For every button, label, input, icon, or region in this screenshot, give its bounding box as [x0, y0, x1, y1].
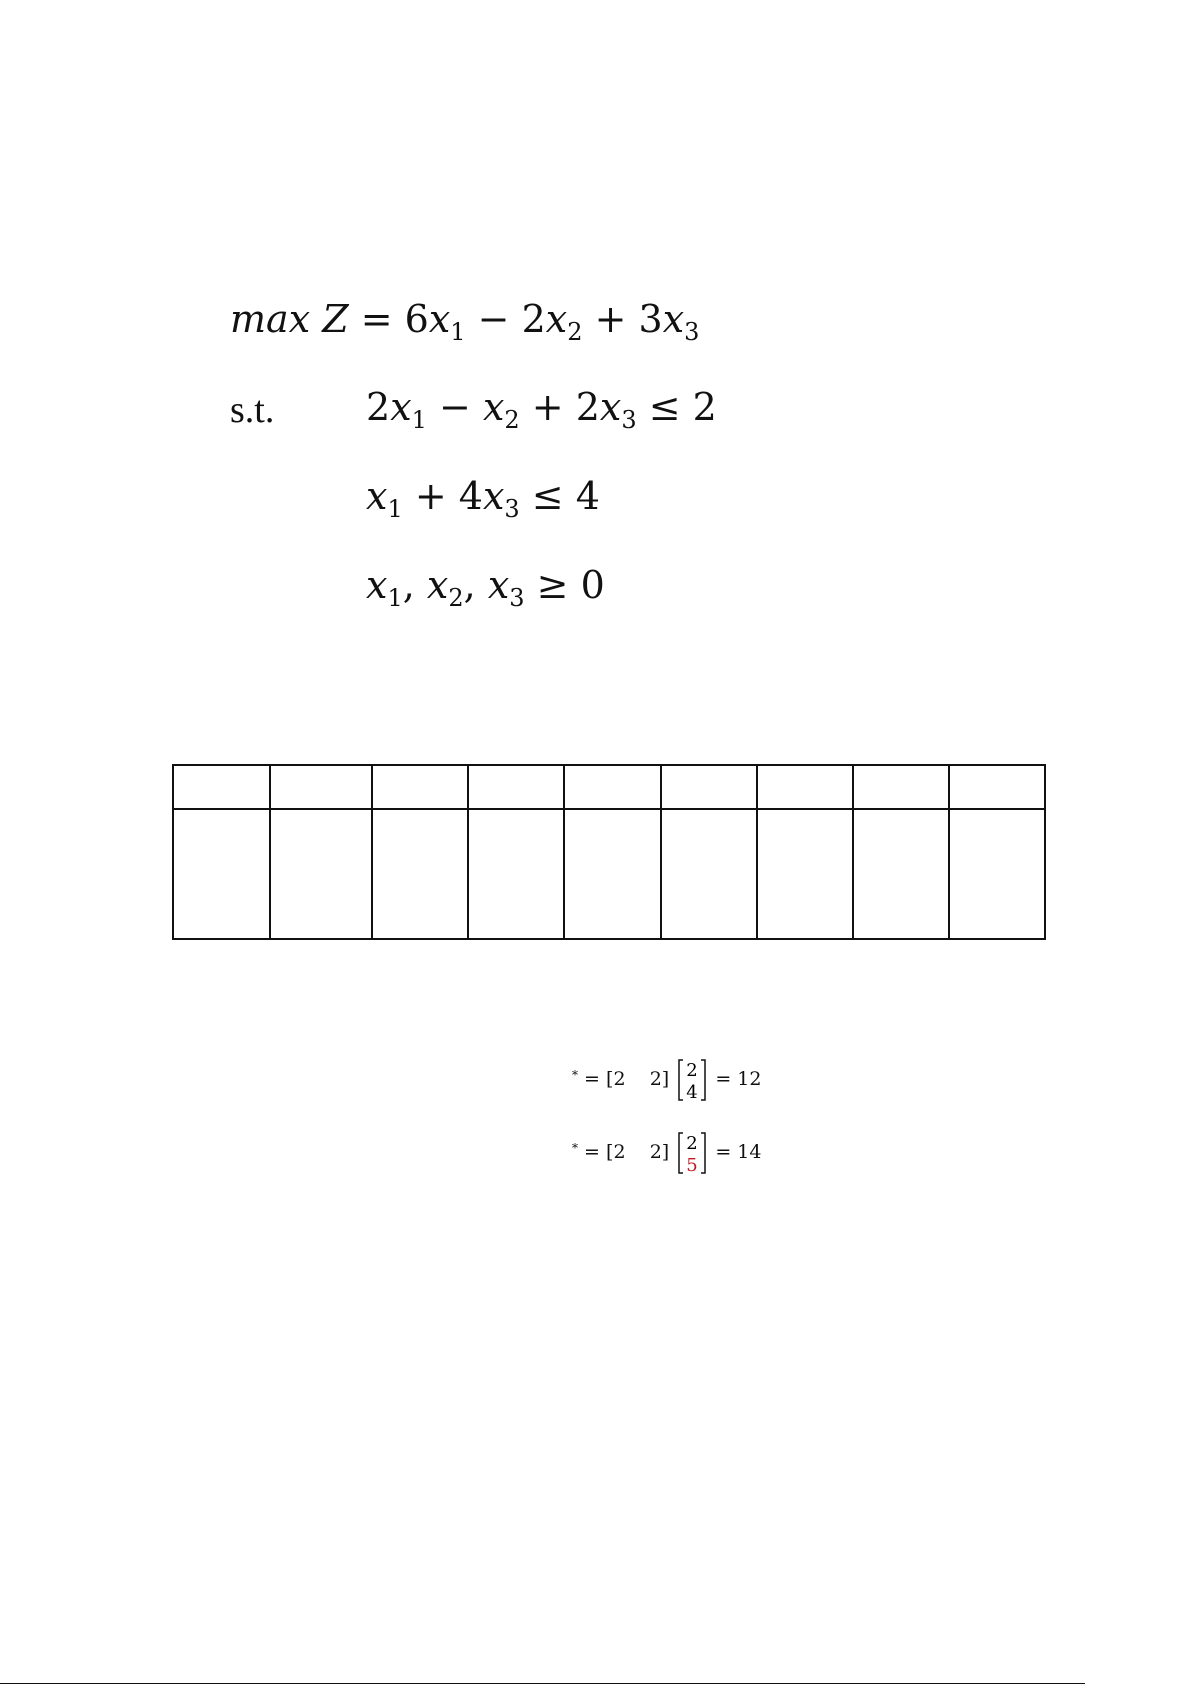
- table-cell: [564, 809, 661, 939]
- c3-sub1: 1: [387, 584, 403, 612]
- table-cell: [853, 765, 949, 809]
- eq2-equals-2: =: [715, 1141, 732, 1163]
- eq1-equals-2: =: [715, 1068, 732, 1090]
- table-cell: [468, 809, 564, 939]
- op-2: +: [594, 297, 627, 341]
- c1-x1: x: [390, 385, 412, 429]
- eq1-col-bottom: 4: [686, 1082, 698, 1102]
- c2-sub3: 3: [504, 495, 520, 523]
- eq1-row-vector: [2 2]: [606, 1068, 670, 1090]
- c3-sub3: 3: [509, 584, 525, 612]
- table-cell: [372, 765, 468, 809]
- coef-1: 6: [404, 297, 429, 341]
- c3-rhs: 0: [580, 563, 605, 607]
- table-cell: [757, 765, 853, 809]
- c3-x3: x: [487, 563, 510, 607]
- c1-coef-b: 2: [575, 385, 600, 429]
- c3-relation: ≥: [536, 563, 569, 607]
- footer-rule: [0, 1683, 1085, 1684]
- c1-relation: ≤: [648, 385, 681, 429]
- eq2-equals: =: [584, 1141, 600, 1163]
- objective-equals: =: [360, 297, 393, 341]
- c1-sub1: 1: [411, 406, 427, 434]
- eq2-col-bottom-highlighted: 5: [686, 1155, 698, 1175]
- c3-sep1: ,: [402, 563, 415, 607]
- c1-op1: −: [439, 385, 471, 429]
- simplex-tableau-grid: [172, 764, 1046, 940]
- objective-lhs: max Z: [230, 297, 349, 341]
- table-cell: [661, 809, 757, 939]
- eq1-row-right: 2: [649, 1068, 662, 1090]
- eq2-row-right: 2: [649, 1141, 662, 1163]
- table-cell: [757, 809, 853, 939]
- c2-rhs: 4: [575, 474, 600, 518]
- eq1-column-vector: [677, 1058, 707, 1102]
- equation-2: [572, 1131, 761, 1175]
- c1-sub3: 3: [621, 406, 637, 434]
- eq2-col-top: 2: [686, 1133, 698, 1154]
- var-x3: x: [662, 297, 685, 341]
- c2-op1: +: [414, 474, 447, 518]
- var-x1: x: [428, 297, 451, 341]
- c2-coef-b: 4: [458, 474, 483, 518]
- eq1-row-left: 2: [613, 1068, 626, 1090]
- c1-x3: x: [599, 385, 622, 429]
- constraint-2: [366, 474, 600, 523]
- eq1-result: 12: [737, 1068, 762, 1090]
- table-cell: [661, 765, 757, 809]
- sub-3: 3: [684, 318, 700, 346]
- eq1-equals: =: [584, 1068, 600, 1090]
- constraint-1: [366, 385, 717, 434]
- table-cell: [173, 809, 270, 939]
- c1-rhs: 2: [692, 385, 717, 429]
- sub-2: 2: [567, 318, 583, 346]
- c3-x1: x: [366, 563, 388, 607]
- table-cell: [270, 765, 372, 809]
- eq2-row-vector: [2 2]: [606, 1141, 670, 1163]
- table-cell: [949, 765, 1045, 809]
- table-cell: [564, 765, 661, 809]
- eq1-col-top: 2: [686, 1060, 698, 1081]
- eq1-star: *: [572, 1068, 578, 1082]
- sub-1: 1: [450, 318, 466, 346]
- c1-x2: x: [482, 385, 505, 429]
- c2-x1: x: [366, 474, 388, 518]
- table-cell: [949, 809, 1045, 939]
- table-cell: [372, 809, 468, 939]
- table-header-row: [173, 765, 1045, 809]
- eq2-column-vector: [677, 1131, 707, 1175]
- subject-to-label: s.t.: [230, 389, 275, 431]
- var-x2: x: [545, 297, 568, 341]
- table-row: [173, 809, 1045, 939]
- eq2-result: 14: [737, 1141, 762, 1163]
- c1-sub2: 2: [504, 406, 520, 434]
- table-cell: [853, 809, 949, 939]
- eq2-star: *: [572, 1141, 578, 1155]
- c3-sub2: 2: [448, 584, 464, 612]
- table-cell: [270, 809, 372, 939]
- objective-function: [230, 297, 700, 346]
- c2-sub1: 1: [387, 495, 403, 523]
- c1-op2: +: [531, 385, 564, 429]
- c2-relation: ≤: [531, 474, 564, 518]
- c2-x3: x: [482, 474, 505, 518]
- c3-x2: x: [426, 563, 449, 607]
- table-cell: [173, 765, 270, 809]
- coef-2: 2: [521, 297, 546, 341]
- equation-1: [572, 1058, 761, 1102]
- eq2-row-left: 2: [613, 1141, 626, 1163]
- coef-3: 3: [638, 297, 663, 341]
- c1-coef-a: 2: [366, 385, 391, 429]
- op-1: −: [477, 297, 510, 341]
- table-cell: [468, 765, 564, 809]
- c3-sep2: ,: [463, 563, 476, 607]
- constraint-3: [366, 563, 605, 612]
